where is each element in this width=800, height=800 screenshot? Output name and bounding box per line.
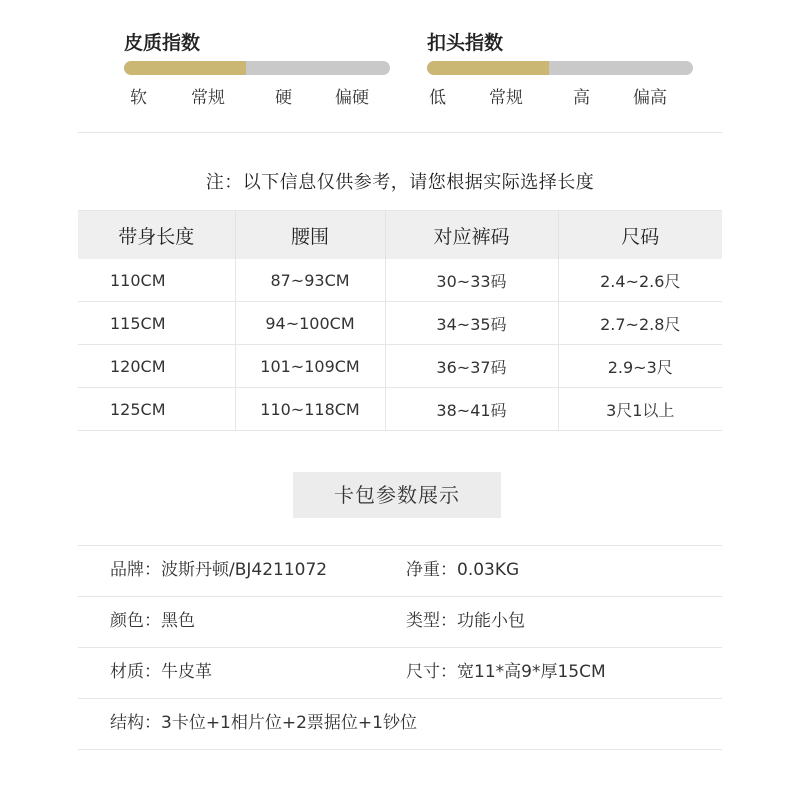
table-row <box>78 302 722 345</box>
cell-pants-size: 36~37码 <box>385 345 558 388</box>
leather-label-harder: 偏硬 <box>335 88 369 108</box>
leather-index-track <box>124 61 390 75</box>
cell-pants-size: 30~33码 <box>385 259 558 302</box>
cell-belt-length: 120CM <box>78 345 235 388</box>
table-row <box>78 259 722 302</box>
leather-index-fill <box>124 61 246 75</box>
header-pants-size: 对应裤码 <box>385 211 558 260</box>
buckle-index-fill <box>427 61 549 75</box>
cell-pants-size: 34~35码 <box>385 302 558 345</box>
table-row <box>78 345 722 388</box>
leather-index-title: 皮质指数 <box>124 32 201 54</box>
specs-section-title: 卡包参数展示 <box>293 472 501 518</box>
buckle-label-higher: 偏高 <box>633 88 667 108</box>
spec-type: 类型：功能小包 <box>406 611 525 631</box>
spec-net-weight: 净重：0.03KG <box>406 560 520 580</box>
size-table-header-row <box>78 211 722 260</box>
cell-size-chi: 2.4~2.6尺 <box>558 259 722 302</box>
buckle-label-normal: 常规 <box>489 88 523 108</box>
buckle-label-high: 高 <box>573 88 590 108</box>
header-belt-length: 带身长度 <box>78 211 235 260</box>
spec-brand: 品牌：波斯丹顿/BJ4211072 <box>110 560 328 580</box>
buckle-index-gauge <box>427 30 693 107</box>
cell-waist: 87~93CM <box>235 259 385 302</box>
buckle-index-track <box>427 61 693 75</box>
size-note: 注：以下信息仅供参考，请您根据实际选择长度 <box>205 172 595 193</box>
table-row <box>78 388 722 431</box>
buckle-index-title: 扣头指数 <box>427 32 504 54</box>
cell-size-chi: 2.7~2.8尺 <box>558 302 722 345</box>
cell-waist: 101~109CM <box>235 345 385 388</box>
section-divider <box>78 132 722 133</box>
spec-row <box>78 597 722 648</box>
spec-row <box>78 546 722 597</box>
cell-waist: 110~118CM <box>235 388 385 431</box>
leather-index-gauge <box>124 30 390 107</box>
spec-row <box>78 648 722 699</box>
buckle-index-labels <box>427 83 693 107</box>
header-size-chi: 尺码 <box>558 211 722 260</box>
cell-belt-length: 110CM <box>78 259 235 302</box>
buckle-label-low: 低 <box>429 88 446 108</box>
cell-size-chi: 3尺1以上 <box>558 388 722 431</box>
cell-size-chi: 2.9~3尺 <box>558 345 722 388</box>
leather-label-hard: 硬 <box>275 88 292 108</box>
leather-label-soft: 软 <box>130 88 147 108</box>
header-waist: 腰围 <box>235 211 385 260</box>
cell-waist: 94~100CM <box>235 302 385 345</box>
spec-structure: 结构：3卡位+1相片位+2票据位+1钞位 <box>110 713 417 733</box>
leather-index-labels <box>124 83 390 107</box>
spec-color: 颜色：黑色 <box>110 611 195 631</box>
cell-belt-length: 115CM <box>78 302 235 345</box>
leather-label-normal: 常规 <box>191 88 225 108</box>
spec-dimensions: 尺寸：宽11*高9*厚15CM <box>406 662 606 682</box>
size-table <box>78 210 722 431</box>
spec-material: 材质：牛皮革 <box>110 662 212 682</box>
cell-belt-length: 125CM <box>78 388 235 431</box>
cell-pants-size: 38~41码 <box>385 388 558 431</box>
spec-row <box>78 699 722 750</box>
